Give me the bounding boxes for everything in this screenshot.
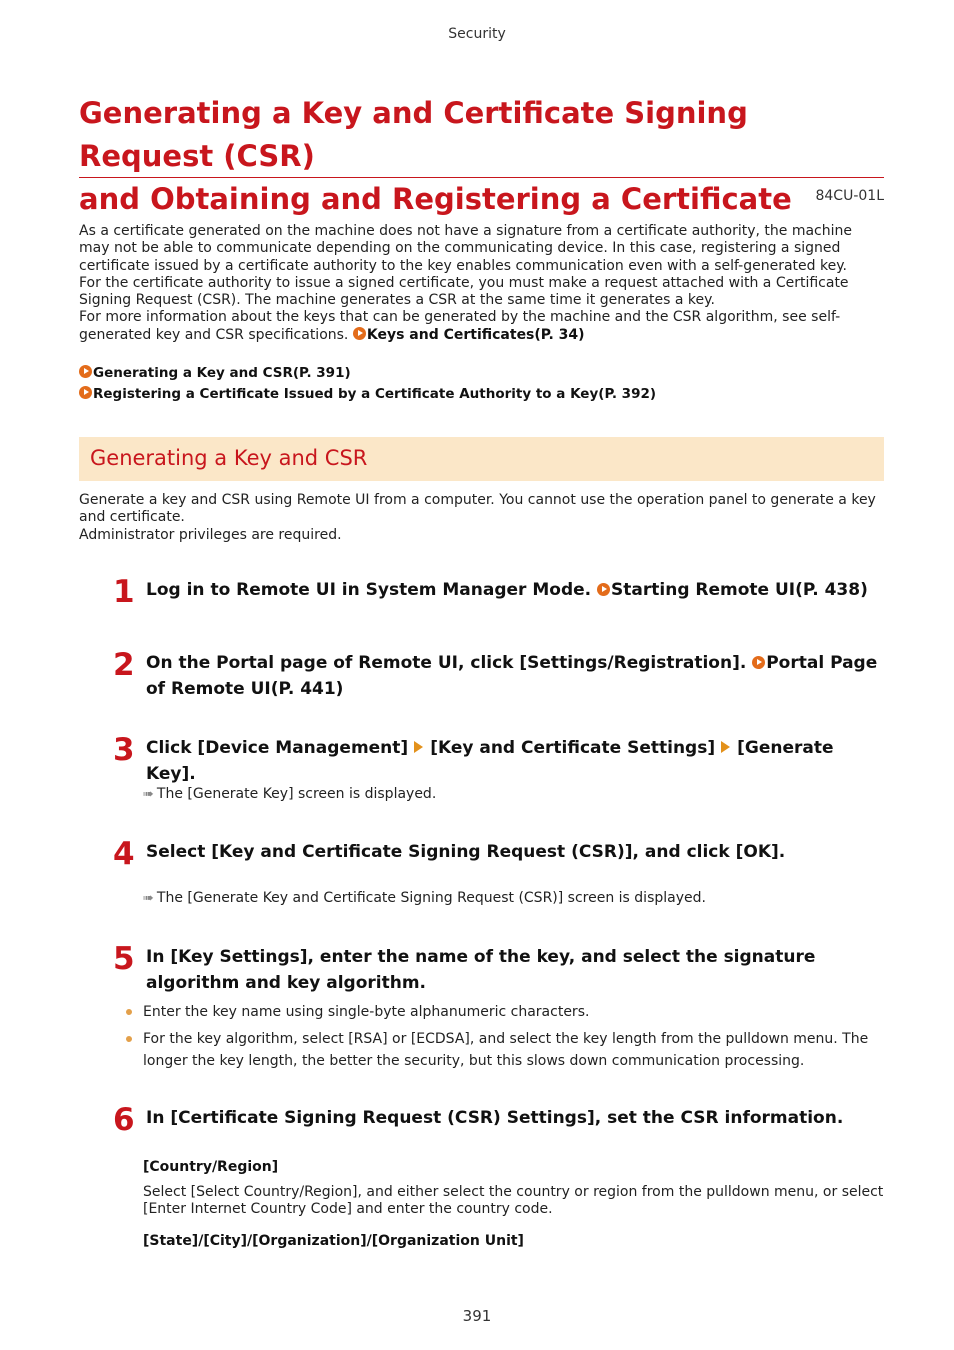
link-arrow-icon [79, 365, 92, 378]
keys-certificates-link[interactable]: Keys and Certificates(P. 34) [353, 327, 585, 343]
page-title-line1: Generating a Key and Certificate Signing Request (CSR) [79, 96, 748, 173]
step-number: 1 [113, 574, 135, 610]
step-5-text: In [Key Settings], enter the name of the key, and select the signature algorithm and key algorithm. [146, 947, 816, 993]
document-id: 84CU-01L [815, 188, 884, 204]
section-intro-2: Administrator privileges are required. [79, 526, 342, 543]
step-3-result: ➠ The [Generate Key] screen is displayed. [143, 786, 437, 802]
step-1-text: Log in to Remote UI in System Manager Mode. Starting Remote UI(P. 438) [146, 580, 868, 600]
bullet-icon [126, 1036, 132, 1042]
step-4-text: Select [Key and Certificate Signing Request (CSR)], and click [OK]. [146, 842, 786, 862]
step-number: 5 [113, 941, 135, 977]
running-header: Security [448, 26, 506, 42]
country-region-heading: [Country/Region] [143, 1159, 279, 1175]
step-number: 6 [113, 1102, 135, 1138]
step-2-text: On the Portal page of Remote UI, click [Settings/Registration]. Portal Page of Remote UI(P. 441) [146, 653, 878, 699]
step-4-result: ➠ The [Generate Key and Certificate Signing Request (CSR)] screen is displayed. [143, 890, 706, 906]
section-title: Generating a Key and CSR [90, 446, 368, 470]
intro-paragraph-2: For the certificate authority to issue a signed certificate, you must make a request attached with a Certificate Signing Request (CSR). The machine generates a CSR at the same time it generates a key. [79, 274, 849, 309]
link-arrow-icon [79, 386, 92, 399]
intro-paragraph-3-text: For more information about the keys that can be generated by the machine and the CSR algorithm, see self-generated key and CSR specifications. [79, 309, 841, 343]
step-number: 4 [113, 836, 135, 872]
bullet-icon [126, 1009, 132, 1015]
step-5-bullet-1: Enter the key name using single-byte alphanumeric characters. [143, 1004, 590, 1020]
step-number: 2 [113, 647, 135, 683]
step-5-bullet-2: For the key algorithm, select [RSA] or [ECDSA], and select the key length from the pulldown menu. The longer the key length, the better the security, but this slows down communication processing. [143, 1031, 869, 1069]
step-3-text: Click [Device Management] [Key and Certificate Settings] [Generate Key]. [146, 738, 834, 784]
title-rule [79, 177, 884, 178]
link-arrow-icon [597, 583, 610, 596]
page-title-line2: and Obtaining and Registering a Certificate [79, 182, 792, 216]
intro-paragraph-3 [79, 309, 884, 344]
starting-remote-ui-link[interactable]: Starting Remote UI(P. 438) [597, 580, 868, 600]
step-number: 3 [113, 732, 135, 768]
intro-text [79, 223, 884, 344]
result-arrow-icon: ➠ [143, 891, 154, 906]
menu-path-arrow-icon [721, 741, 730, 753]
result-arrow-icon: ➠ [143, 787, 154, 802]
page-title [79, 92, 884, 221]
toc-link-registering[interactable]: Registering a Certificate Issued by a Certificate Authority to a Key(P. 392) [79, 386, 884, 402]
menu-path-arrow-icon [414, 741, 423, 753]
state-city-org-heading: [State]/[City]/[Organization]/[Organization Unit] [143, 1233, 524, 1249]
link-arrow-icon [752, 656, 765, 669]
link-arrow-icon [353, 327, 366, 340]
toc-link-generating[interactable]: Generating a Key and CSR(P. 391) [79, 365, 884, 381]
section-intro-1: Generate a key and CSR using Remote UI from a computer. You cannot use the operation panel to generate a key and certificate. [79, 492, 876, 526]
country-region-description: Select [Select Country/Region], and either select the country or region from the pulldown menu, or select [Enter Internet Country Code] and enter the country code. [143, 1184, 884, 1218]
portal-page-link[interactable]: Portal Page of Remote UI(P. 441) [146, 653, 878, 699]
section-intro [79, 492, 884, 544]
step-6-text: In [Certificate Signing Request (CSR) Settings], set the CSR information. [146, 1108, 844, 1128]
intro-paragraph-1: As a certificate generated on the machine does not have a signature from a certificate authority, the machine may not be able to communicate depending on the communicating device. In this case, registering a signed certificate issued by a certificate authority to the key enables communication even with a self-generated key. [79, 223, 852, 274]
page-number: 391 [462, 1307, 492, 1325]
